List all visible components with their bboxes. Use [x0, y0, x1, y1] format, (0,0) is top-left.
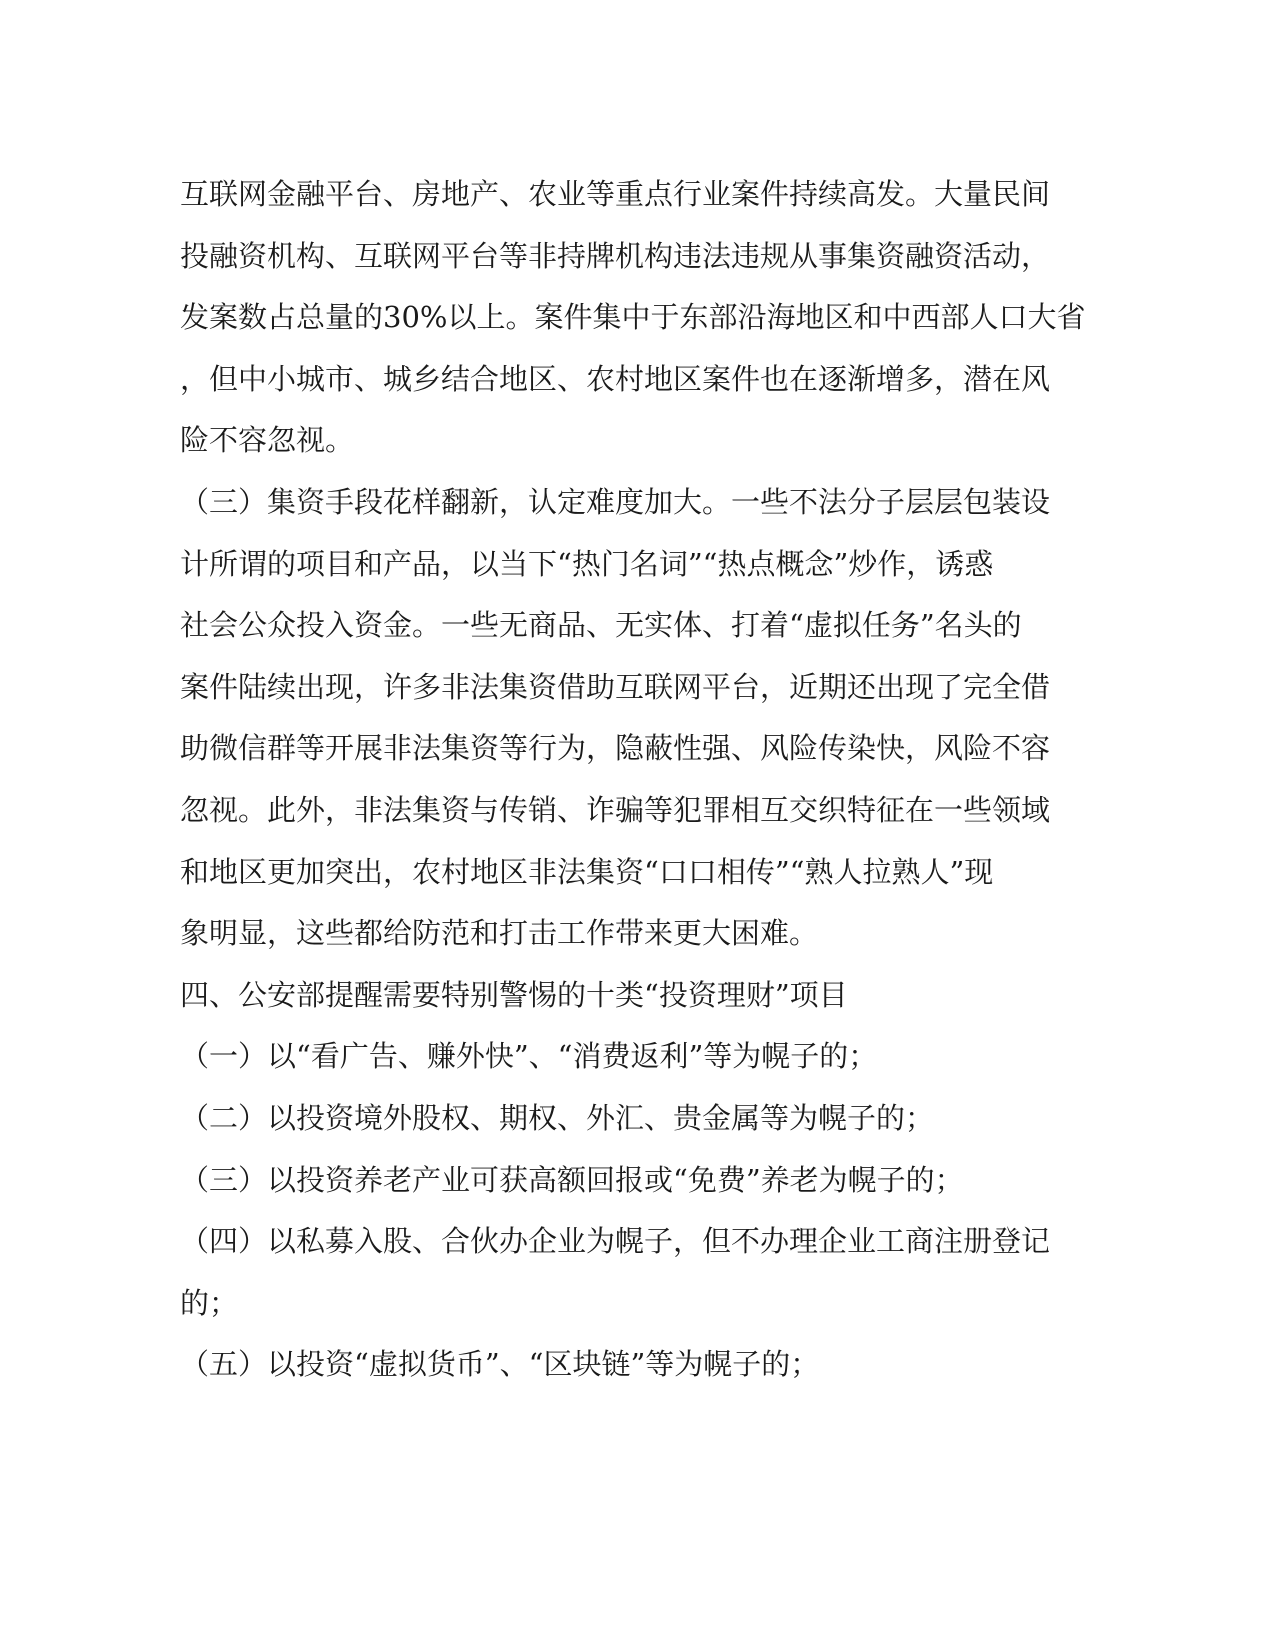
section-heading: 四、公安部提醒需要特别警惕的十类“投资理财”项目: [180, 977, 848, 1012]
text-line: 险不容忽视。: [180, 423, 355, 458]
list-item: （四）以私募入股、合伙办企业为幌子，但不办理企业工商注册登记: [180, 1224, 1051, 1259]
section-heading-line: （三）集资手段花样翻新，认定难度加大。一些不法分子层层包装设: [180, 484, 1051, 519]
list-item: （二）以投资境外股权、期权、外汇、贵金属等为幌子的；: [180, 1100, 935, 1135]
text-line: 投融资机构、互联网平台等非持牌机构违法违规从事集资融资活动，: [180, 238, 1051, 273]
text-line: 忽视。此外，非法集资与传销、诈骗等犯罪相互交织特征在一些领域: [180, 792, 1051, 827]
document-body: [180, 164, 1086, 1396]
list-item: （五）以投资“虚拟货币”、“区块链”等为幌子的；: [180, 1347, 820, 1382]
text-line: ，但中小城市、城乡结合地区、农村地区案件也在逐渐增多，潜在风: [180, 361, 1051, 396]
text-line: 和地区更加突出，农村地区非法集资“口口相传”“熟人拉熟人”现: [180, 854, 994, 889]
list-item: （三）以投资养老产业可获高额回报或“免费”养老为幌子的；: [180, 1162, 964, 1197]
list-item-continuation: 的；: [180, 1285, 239, 1320]
text-line: 发案数占总量的30%以上。案件集中于东部沿海地区和中西部人口大省: [180, 300, 1086, 335]
text-line: 助微信群等开展非法集资等行为，隐蔽性强、风险传染快，风险不容: [180, 731, 1051, 766]
text-line: 象明显，这些都给防范和打击工作带来更大困难。: [180, 916, 819, 951]
text-line: 社会公众投入资金。一些无商品、无实体、打着“虚拟任务”名头的: [180, 608, 1022, 643]
text-line: 计所谓的项目和产品，以当下“热门名词”“热点概念”炒作，诱惑: [180, 546, 994, 581]
list-item: （一）以“看广告、赚外快”、“消费返利”等为幌子的；: [180, 1039, 878, 1074]
text-line: 互联网金融平台、房地产、农业等重点行业案件持续高发。大量民间: [180, 177, 1051, 211]
text-line: 案件陆续出现，许多非法集资借助互联网平台，近期还出现了完全借: [180, 669, 1051, 704]
